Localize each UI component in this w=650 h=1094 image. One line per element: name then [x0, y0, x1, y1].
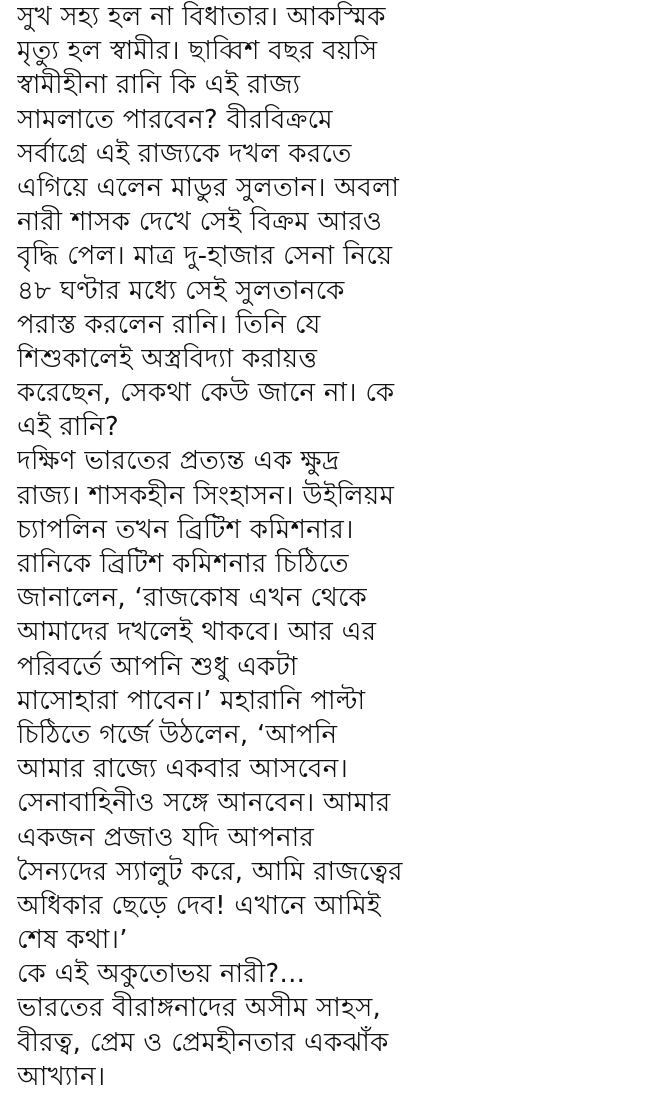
text-line: ৪৮ ঘণ্টার মধ্যে সেই সুলতানকে	[17, 275, 345, 306]
text-line: কে এই অকুতোভয় নারী?...	[17, 959, 306, 990]
body-text	[17, 0, 636, 1094]
text-line: পরাস্ত করলেন রানি। তিনি যে	[17, 309, 321, 340]
text-line: সৈন্যদের স্যালুট করে, আমি রাজত্বের	[17, 856, 403, 887]
text-line: মৃত্যু হল স্বামীর। ছাব্বিশ বছর বয়সি	[17, 36, 378, 67]
text-line: এগিয়ে এলেন মাডুর সুলতান। অবলা	[17, 172, 400, 203]
text-line: ভারতের বীরাঙ্গনাদের অসীম সাহস,	[17, 993, 382, 1024]
text-line: একজন প্রজাও যদি আপনার	[17, 822, 315, 853]
text-line: সামলাতে পারবেন? বীরবিক্রমে	[17, 104, 333, 135]
text-line: সর্বাগ্রে এই রাজ্যকে দখল করতে	[17, 138, 352, 169]
text-line: স্বামীহীনা রানি কি এই রাজ্য	[17, 70, 301, 101]
text-line: পরিবর্তে আপনি শুধু একটা	[17, 651, 298, 682]
text-line: শিশুকালেই অস্ত্রবিদ্যা করায়ত্ত	[17, 343, 318, 374]
text-line: রাজ্য। শাসকহীন সিংহাসন। উইলিয়ম	[17, 480, 395, 511]
text-line: জানালেন, ‘রাজকোষ এখন থেকে	[17, 583, 367, 614]
text-line: আমার রাজ্যে একবার আসবেন।	[17, 754, 349, 785]
text-line: আখ্যান।	[17, 1061, 106, 1092]
text-line: সেনাবাহিনীও সঙ্গে আনবেন। আমার	[17, 788, 391, 819]
text-line: দক্ষিণ ভারতের প্রত্যন্ত এক ক্ষুদ্র	[17, 446, 340, 477]
text-line: রানিকে ব্রিটিশ কমিশনার চিঠিতে	[17, 549, 349, 579]
text-line: আমাদের দখলেই থাকবে। আর এর	[17, 617, 377, 648]
text-line: সুখ সহ্য হল না বিধাতার। আকস্মিক	[17, 2, 386, 32]
text-line: অধিকার ছেড়ে দেব! এখানে আমিই	[17, 890, 381, 921]
text-line: বৃদ্ধি পেল। মাত্র দু-হাজার সেনা নিয়ে	[17, 241, 393, 272]
text-line: চ্যাপলিন তখন ব্রিটিশ কমিশনার।	[17, 514, 354, 545]
text-line: এই রানি?	[17, 412, 119, 443]
text-line: চিঠিতে গর্জে উঠলেন, ‘আপনি	[17, 719, 338, 750]
text-line: নারী শাসক দেখে সেই বিক্রম আরও	[17, 207, 383, 238]
text-line: শেষ কথা।’	[17, 925, 128, 956]
text-line: বীরত্ব, প্রেম ও প্রেমহীনতার একঝাঁক	[17, 1027, 389, 1058]
text-line: করেছেন, সেকথা কেউ জানে না। কে	[17, 378, 395, 409]
text-line: মাসোহারা পাবেন।’ মহারানি পাল্টা	[17, 685, 366, 716]
